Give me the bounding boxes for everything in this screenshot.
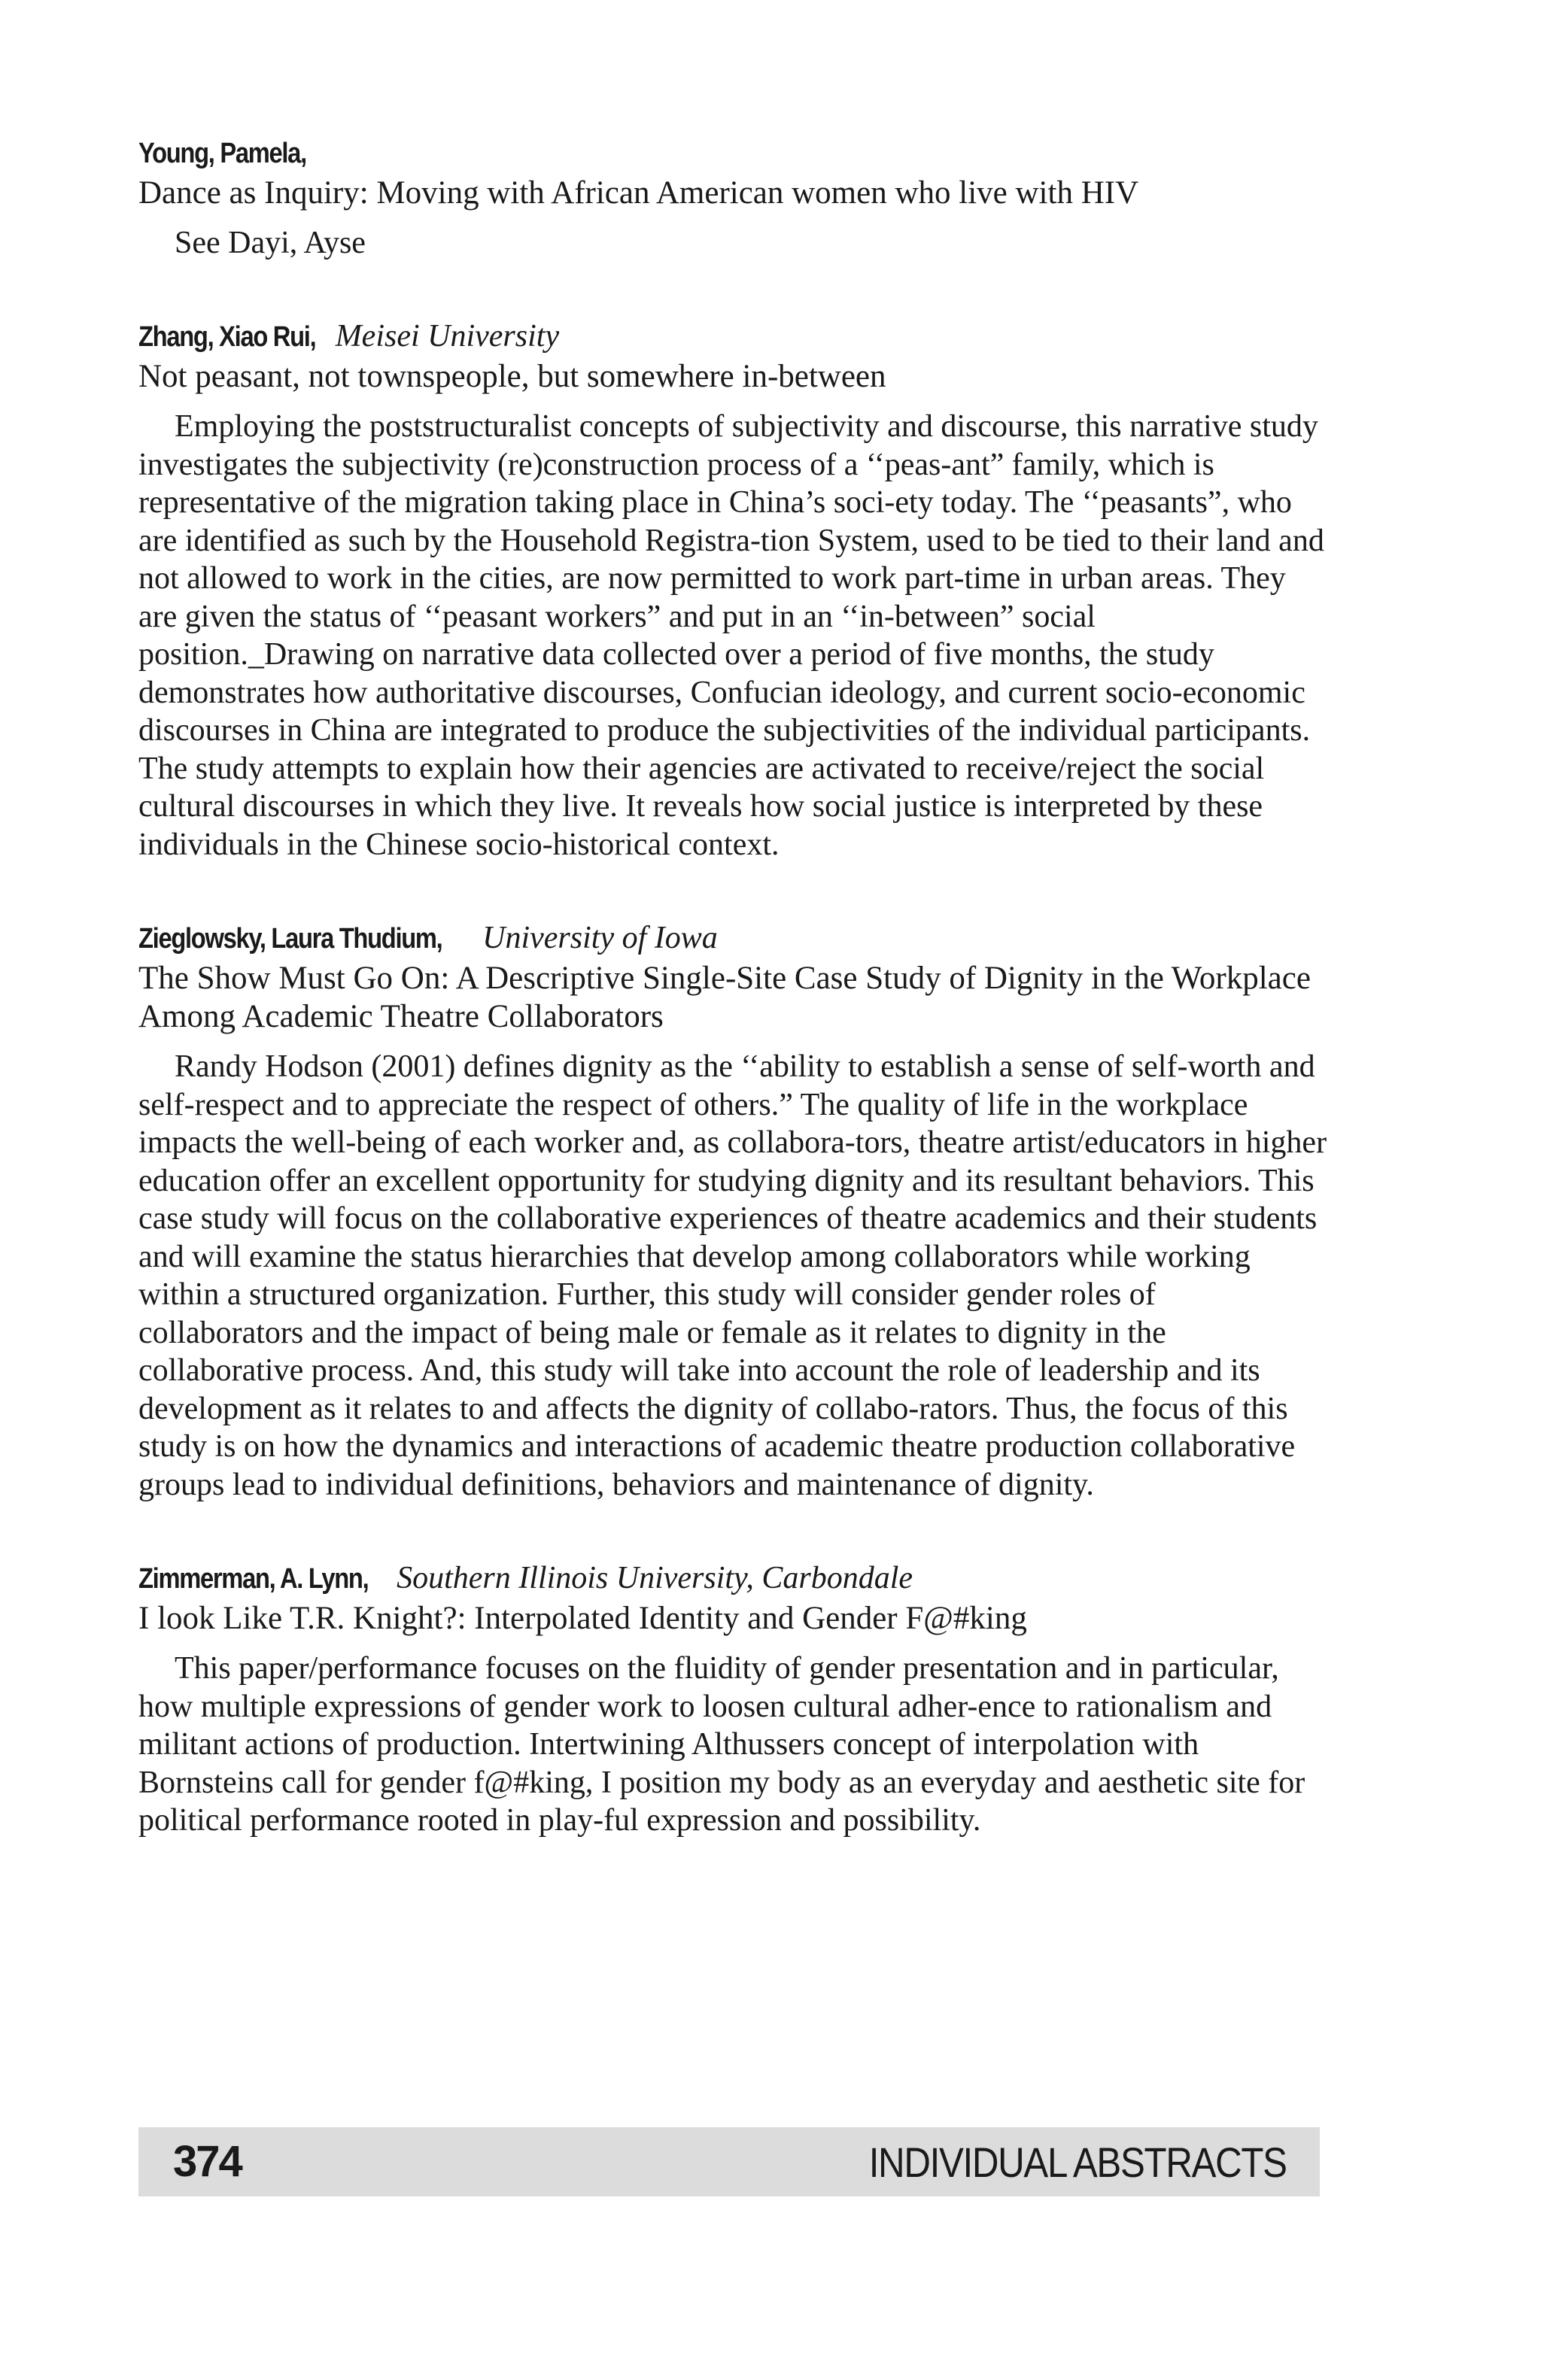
author-name: Zieglowsky, Laura Thudium, xyxy=(138,923,442,955)
abstract-entry-zimmerman xyxy=(138,1558,1327,1840)
page-footer xyxy=(138,2127,1320,2196)
author-affiliation: Meisei University xyxy=(335,319,560,354)
abstracts-page xyxy=(138,132,1327,1894)
page-number: 374 xyxy=(173,2137,242,2186)
abstract-body: Randy Hodson (2001) defines dignity as the ‘‘ability to establish a sense of self-worth and self-respect and to appreciate the respect of others.” The quality of life in the workplace impacts the well-being of each worker and, as collabora-tors, theatre artist/educators in higher education offer an excellent opportunity for studying dignity and its resultant behaviors. This case study will focus on the collaborative experiences of theatre academics and their students and will examine the status hierarchies that develop among collaborators while working within a structured organization. Further, this study will consider gender roles of collaborators and the impact of being male or female as it relates to dignity in the collaborative process. And, this study will take into account the role of leadership and its development as it relates to and affects the dignity of collabo-rators. Thus, the focus of this study is on how the dynamics and interactions of academic theatre production collaborative groups lead to individual definitions, behaviors and maintenance of dignity. xyxy=(138,1049,1327,1502)
abstract-title: Dance as Inquiry: Moving with African American women who live with HIV xyxy=(138,175,1139,211)
author-name: Young, Pamela, xyxy=(138,138,306,169)
see-also-reference: See Dayi, Ayse xyxy=(175,226,366,260)
abstract-body: Employing the poststructuralist concepts of subjectivity and discourse, this narrative study investigates the subjectivity (re)construction process of a ‘‘peas-ant” family, which is representative of the migration taking place in China’s soci-ety today. The ‘‘peasants”, who are identified as such by the Household Registra-tion System, used to be tied to their land and not allowed to work in the cities, are now permitted to work part-time in urban areas. They are given the status of ‘‘peasant workers” and put in an ‘‘in-between” social position._Drawing on narrative data collected over a period of five months, the study demonstrates how authoritative discourses, Confucian ideology, and current socio-economic discourses in China are integrated to produce the subjectivities of the individual participants. The study attempts to explain how their agencies are activated to receive/reject the social cultural discourses in which they live. It reveals how social justice is interpreted by these individuals in the Chinese socio-historical context. xyxy=(138,409,1324,862)
abstract-body: This paper/performance focuses on the fluidity of gender presentation and in particular, how multiple expressions of gender work to loosen cultural adher-ence to rationalism and militant actions of production. Intertwining Althussers concept of interpolation with Bornsteins call for gender f@#king, I position my body as an everyday and aesthetic site for political performance rooted in play-ful expression and possibility. xyxy=(138,1651,1305,1838)
abstract-entry-zieglowsky xyxy=(138,918,1327,1504)
author-line xyxy=(138,316,1327,357)
section-title: INDIVIDUAL ABSTRACTS xyxy=(868,2139,1287,2186)
author-name: Zhang, Xiao Rui, xyxy=(138,321,316,353)
author-affiliation: Southern Illinois University, Carbondale xyxy=(397,1561,913,1595)
abstract-title: The Show Must Go On: A Descriptive Single-Site Case Study of Dignity in the Workplace Among Academic Theatre Collaborators xyxy=(138,961,1311,1034)
abstract-entry-young xyxy=(138,132,1327,262)
abstract-entry-zhang xyxy=(138,316,1327,864)
author-affiliation: University of Iowa xyxy=(482,921,718,955)
author-line xyxy=(138,918,1327,959)
author-line xyxy=(138,1558,1327,1599)
author-line xyxy=(138,132,1327,174)
abstract-title: Not peasant, not townspeople, but somewhere in-between xyxy=(138,359,886,394)
abstract-title: I look Like T.R. Knight?: Interpolated Identity and Gender F@#king xyxy=(138,1601,1027,1636)
author-name: Zimmerman, A. Lynn, xyxy=(138,1563,369,1595)
